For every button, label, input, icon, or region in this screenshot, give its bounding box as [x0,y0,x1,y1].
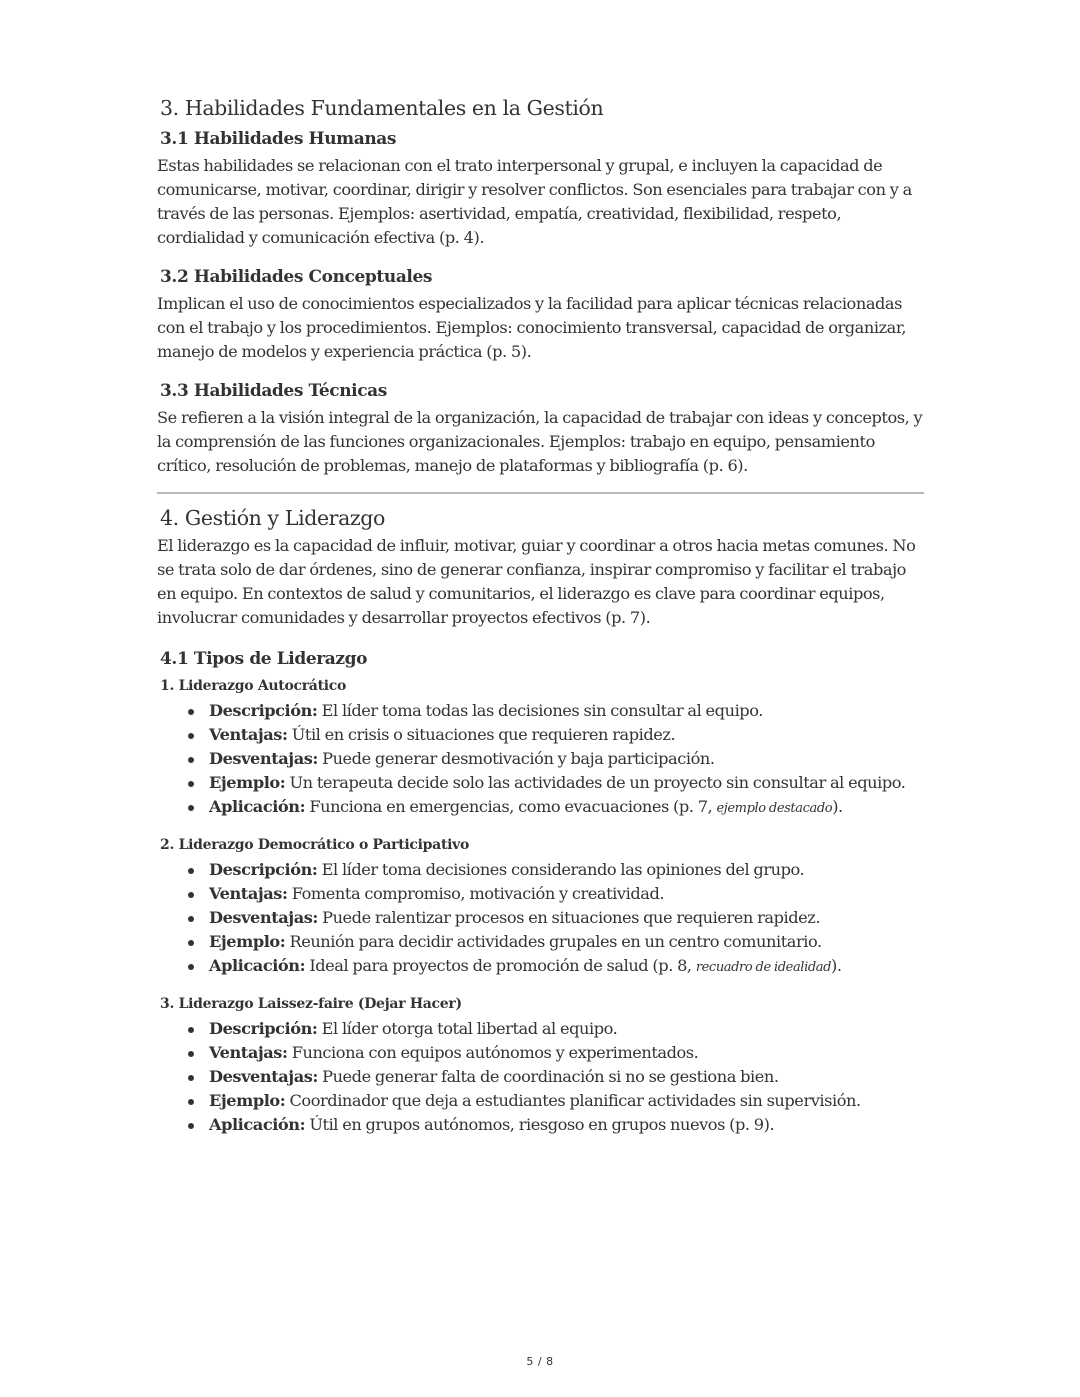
leadership-type-2-list [157,858,923,980]
subsection-3-1-body: Estas habilidades se relacionan con el trato interpersonal y grupal, e incluyen la capacidad de comunicarse, motivar, coordinar, dirigir y resolver conflictos. Son esenciales para trabajar con y a través de las personas. Ejemplos: asertividad, empatía, creatividad, flexibilidad, respeto, cordialidad y comunicación efectiva (p. 4). [157,156,912,247]
list-item: Desventajas: Puede generar falta de coordinación si no se gestiona bien. [209,1065,923,1089]
list-item: Ventajas: Fomenta compromiso, motivación y creatividad. [209,882,923,906]
source-note: recuadro de idealidad [695,960,832,975]
list-item: Ejemplo: Reunión para decidir actividades grupales en un centro comunitario. [209,930,923,954]
list-item: Descripción: El líder toma todas las decisiones sin consultar al equipo. [209,699,923,723]
list-item: Ventajas: Útil en crisis o situaciones que requieren rapidez. [209,723,923,747]
list-item: Ejemplo: Un terapeuta decide solo las actividades de un proyecto sin consultar al equipo. [209,771,923,795]
section-divider [157,492,924,494]
subsection-3-3-body: Se refieren a la visión integral de la organización, la capacidad de trabajar con ideas y conceptos, y la comprensión de las funciones organizacionales. Ejemplos: trabajo en equipo, pensamiento crítico, resolución de problemas, manejo de plataformas y bibliografía (p. 6). [157,408,923,475]
subsection-4-1-heading: 4.1 Tipos de Liderazgo [160,649,368,669]
page-number: 5 / 8 [526,1355,554,1368]
leadership-type-3-list [157,1017,923,1137]
subsection-3-1-heading: 3.1 Habilidades Humanas [160,129,397,149]
leadership-type-1-heading: 1. Liderazgo Autocrático [160,678,347,694]
leadership-type-1-list [157,699,923,821]
section-4-body: El liderazgo es la capacidad de influir, motivar, guiar y coordinar a otros hacia metas comunes. No se trata solo de dar órdenes, sino de generar confianza, inspirar compromiso y facilitar el trabajo en equipo. En contextos de salud y comunitarios, el liderazgo es clave para coordinar equipos, involucrar comunidades y desarrollar proyectos efectivos (p. 7). [157,536,916,627]
list-item: Ventajas: Funciona con equipos autónomos y experimentados. [209,1041,923,1065]
list-item: Desventajas: Puede generar desmotivación y baja participación. [209,747,923,771]
section-4-heading: 4. Gestión y Liderazgo [160,506,385,530]
list-item: Desventajas: Puede ralentizar procesos en situaciones que requieren rapidez. [209,906,923,930]
list-item: Aplicación: Funciona en emergencias, como evacuaciones (p. 7, ejemplo destacado). [209,795,923,821]
list-item: Descripción: El líder otorga total libertad al equipo. [209,1017,923,1041]
list-item: Aplicación: Útil en grupos autónomos, riesgoso en grupos nuevos (p. 9). [209,1113,923,1137]
subsection-3-2-heading: 3.2 Habilidades Conceptuales [160,267,433,287]
subsection-3-2-body: Implican el uso de conocimientos especializados y la facilidad para aplicar técnicas relacionadas con el trabajo y los procedimientos. Ejemplos: conocimiento transversal, capacidad de organizar, manejo de modelos y experiencia práctica (p. 5). [157,294,907,361]
list-item: Aplicación: Ideal para proyectos de promoción de salud (p. 8, recuadro de idealidad). [209,954,923,980]
subsection-3-3-heading: 3.3 Habilidades Técnicas [160,381,387,401]
list-item: Ejemplo: Coordinador que deja a estudiantes planificar actividades sin supervisión. [209,1089,923,1113]
leadership-type-2-heading: 2. Liderazgo Democrático o Participativo [160,837,469,853]
list-item: Descripción: El líder toma decisiones considerando las opiniones del grupo. [209,858,923,882]
source-note: ejemplo destacado [716,801,833,816]
document-page [157,92,923,1137]
leadership-type-3-heading: 3. Liderazgo Laissez-faire (Dejar Hacer) [160,996,462,1012]
section-3-heading: 3. Habilidades Fundamentales en la Gestión [160,96,604,120]
